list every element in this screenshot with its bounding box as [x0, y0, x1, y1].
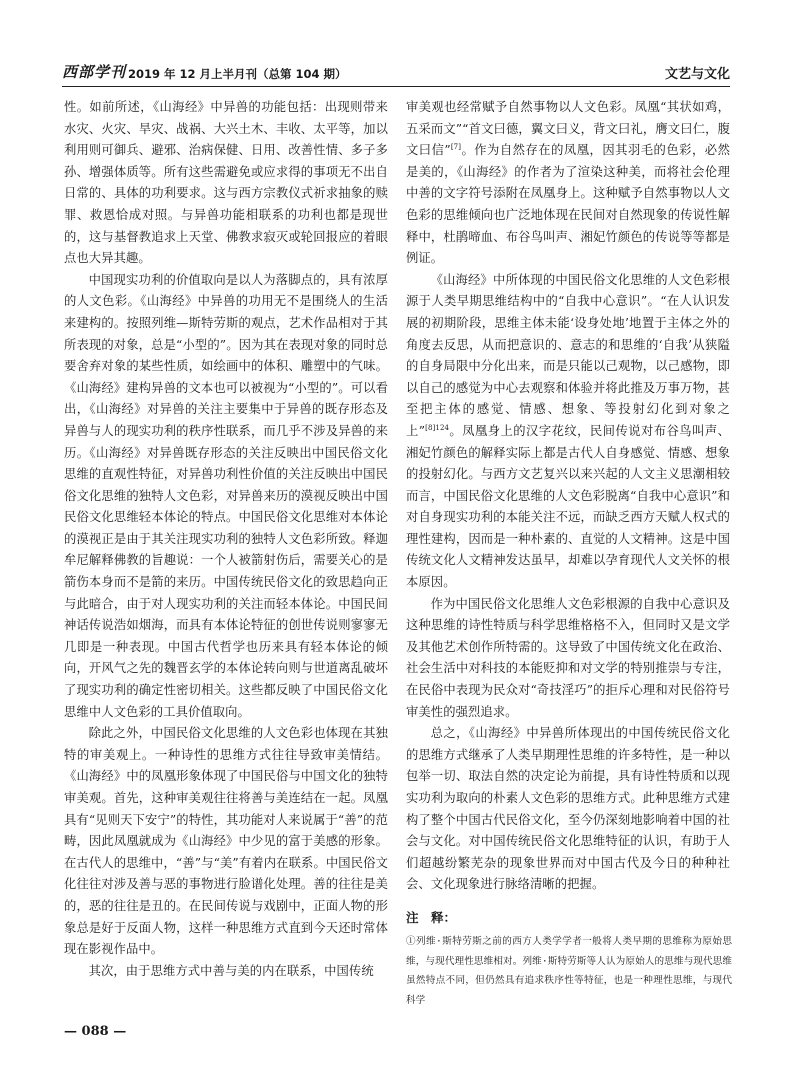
- paragraph: 其次，由于思维方式中善与美的内在联系，中国传统: [88, 963, 374, 978]
- paragraph: 作为中国民俗文化思维人文色彩根源的自我中心意识及这种思维的诗性特质与科学思维格格不入，但同时又是文学及其他艺术创作所特需的。这导致了中国传统文化在政治、社会生活中对科技的本能贬抑和对文学的特别推崇与专注，在民俗中表现为民众对“奇技淫巧”的拒斥心理和对民俗符号审美性的强烈追求。: [406, 596, 730, 719]
- header-rule: [62, 86, 730, 87]
- header-left: [62, 61, 347, 82]
- page-number: — 088 —: [64, 1024, 127, 1039]
- footnote: ①列维·斯特劳斯之前的西方人类学学者一般将人类早期的思维称为原始思维，与现代理性思维相对。列维·斯特劳斯等人认为原始人的思维与现代思维虽然特点不同，但仍然具有追求秩序性等特征，也是一种理性思维，与现代科学: [406, 936, 732, 1006]
- journal-logo: 西部学刊: [62, 63, 127, 81]
- page-header: [62, 60, 730, 82]
- issue-info: 2019 年 12 月上半月刊（总第 104 期）: [128, 67, 347, 81]
- section-title: 文艺与文化: [664, 67, 730, 82]
- left-column: [64, 97, 388, 982]
- paragraph: 中国现实功利的价值取向是以人为落脚点的，具有浓厚的人文色彩。《山海经》中异兽的功用无不是围绕人的生活来建构的。按照列维—斯特劳斯的观点，艺术作品相对于其所表现的对象，总是“小型的”。因为其在表现对象的同时总要舍弃对象的某些性质，如绘画中的体积、雕塑中的气味。《山海经》建构异兽的文本也可以被视为“小型的”。可以看出，《山海经》对异兽的关注主要集中于异兽的既存形态及异兽与人的现实功利的秩序性联系，而几乎不涉及异兽的来历。《山海经》对异兽既存形态的关注反映出中国民俗文化思维的直观性特征，对异兽功利性价值的关注反映出中国民俗文化思维的独特人文色彩，对异兽来历的漠视反映出中国民俗文化思维轻本体论的特点。中国民俗文化思维对本体论的漠视正是由于其关注现实功利的独特人文色彩所致。释迦牟尼解释佛教的旨趣说：一个人被箭射伤后，需要关心的是箭伤本身而不是箭的来历。中国传统民俗文化的致思趋向正与此暗合，由于对人现实功利的关注而轻本体论。中国民间神话传说浩如烟海，而具有本体论特征的创世传说则寥寥无几即是一种表现。中国古代哲学也历来具有轻本体论的倾向，开风气之先的魏晋玄学的本体论转向则与世道离乱破坏了现实功利的确定性密切相关。这些都反映了中国民俗文化思维中人文色彩的工具价值取向。: [64, 272, 388, 719]
- paragraph: 性。如前所述，《山海经》中异兽的功能包括：出现则带来水灾、火灾、旱灾、战祸、大兴土木、丰收、太平等，加以利用则可御兵、避邪、治病保健、日用、改善性情、多子多孙、增强体质等。所有这些需避免或应求得的事项无不出自日常的、具体的功利要求。这与西方宗教仪式祈求抽象的赎罪、救恩恰成对照。与异兽功能相联系的功利也都是现世的，这与基督教追求上天堂、佛教求寂灭或轮回报应的着眼点也大异其趣。: [64, 100, 388, 266]
- paragraph: 总之，《山海经》中异兽所体现出的中国传统民俗文化的思维方式继承了人类早期理性思维的许多特性，是一种以包举一切、取法自然的决定论为前提，具有诗性特质和以现实功利为取向的朴素人文色彩的思维方式。此种思维方式建构了整个中国古代民俗文化，至今仍深刻地影响着中国的社会与文化。对中国传统民俗文化思维特征的认识，有助于人们超越纷繁芜杂的现象世界而对中国古代及今日的种种社会、文化现象进行脉络清晰的把握。: [406, 726, 730, 892]
- paragraph: 除此之外，中国民俗文化思维的人文色彩也体现在其独特的审美观上。一种诗性的思维方式往往导致审美情结。《山海经》中的凤凰形象体现了中国民俗与中国文化的独特审美观。首先，这种审美观往往将善与美连结在一起。凤凰具有“见则天下安宁”的特性，其功能对人来说属于“善”的范畴，因此凤凰就成为《山海经》中少见的富于美感的形象。在古代人的思维中，“善”与“美”有着内在联系。中国民俗文化往往对涉及善与恶的事物进行脸谱化处理。善的往往是美的，恶的往往是丑的。在民间传说与戏剧中，正面人物的形象总是好于反面人物，这样一种思维方式直到今天还时常体现在影视作品中。: [64, 726, 388, 957]
- paragraph: 审美观也经常赋予自然事物以人文色彩。凤凰“其状如鸡，五采而文”“首文曰德，翼文曰义，背文曰礼，膺文曰仁，腹文曰信”[7]。作为自然存在的凤凰，因其羽毛的色彩，必然是美的，《山海经》的作者为了渲染这种美，而将社会伦理中善的文字符号添附在凤凰身上。这种赋予自然事物以人文色彩的思维倾向也广泛地体现在民间对自然现象的传说性解释中，杜鹃啼血、布谷鸟叫声、湘妃竹颜色的传说等等都是例证。: [406, 100, 730, 266]
- paragraph: 《山海经》中所体现的中国民俗文化思维的人文色彩根源于人类早期思维结构中的“自我中心意识”。“在人认识发展的初期阶段，思维主体未能‘设身处地’地置于主体之外的角度去反思，从而把意识的、意志的和思维的‘自我’从狭隘的自身局限中分化出来，而是只能以己观物，以己感物，即以自己的感觉为中心去观察和体验并将此推及万事万物，甚至把主体的感觉、情感、想象、等投射幻化到对象之上”$^{[8]124}$。凤凰身上的汉字花纹，民间传说对布谷鸟叫声、湘妃竹颜色的解释实际上都是古代人自身感觉、情感、想象的投射幻化。与西方文艺复兴以来兴起的人文主义思潮相较而言，中国民俗文化思维的人文色彩脱离“自我中心意识”和对自身现实功利的本能关注不远，而缺乏西方天赋人权式的理性建构，因而是一种朴素的、直觉的人文精神。这是中国传统文化人文精神发达虽早，却难以孕育现代人文关怀的根本原因。: [406, 272, 730, 590]
- notes-title: 注 释：: [406, 910, 457, 925]
- right-column: [406, 97, 730, 896]
